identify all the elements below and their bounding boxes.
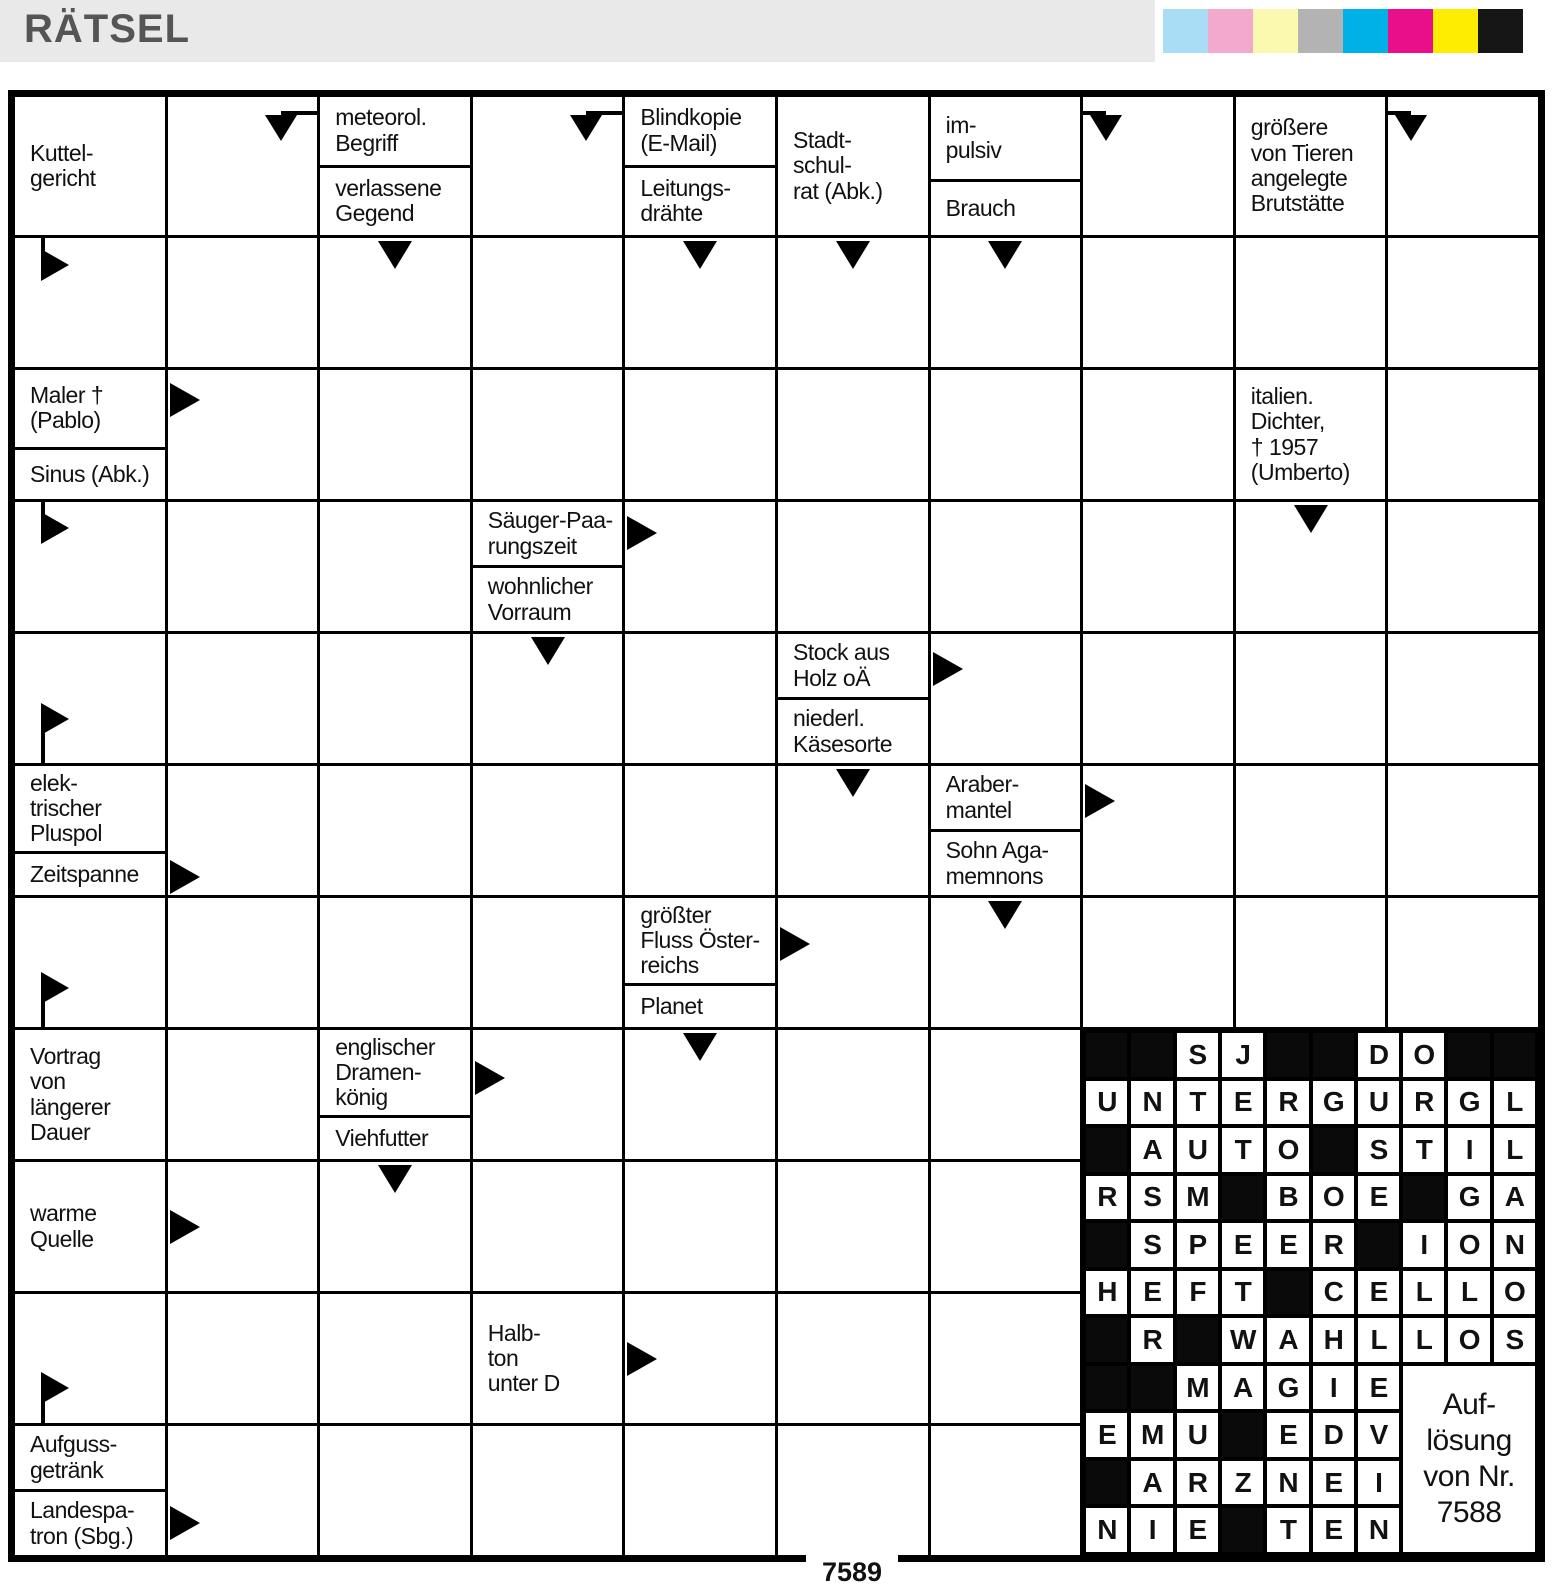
solution-letter-cell: A — [1222, 1366, 1263, 1410]
clue-text: Viehfutter — [320, 1115, 470, 1159]
bent-arrow-icon — [15, 898, 165, 1027]
right-arrow-icon — [780, 927, 810, 961]
down-arrow-icon — [988, 241, 1022, 269]
solution-letter-cell: S — [1358, 1128, 1399, 1172]
clue-text: größere von Tieren angelegte Brutstätte — [1250, 114, 1354, 217]
answer-cell — [1388, 238, 1538, 367]
clue-cell — [320, 97, 470, 235]
clue-cell — [931, 766, 1081, 895]
solution-letter-cell: R — [1131, 1318, 1172, 1362]
clue-cell — [15, 1426, 165, 1555]
answer-cell — [625, 238, 775, 367]
solution-letter-cell: B — [1267, 1176, 1308, 1220]
answer-cell — [473, 766, 623, 895]
clue-text: Stadt- schul- rat (Abk.) — [793, 127, 883, 204]
solution-letter-cell: L — [1403, 1318, 1444, 1362]
answer-cell — [778, 1294, 928, 1423]
solution-black-cell — [1086, 1223, 1127, 1267]
solution-black-cell — [1403, 1176, 1444, 1220]
solution-black-cell — [1086, 1461, 1127, 1505]
down-arrow-icon — [988, 901, 1022, 929]
clue-text: Blindkopie (E-Mail) — [640, 104, 742, 156]
clue-cell — [625, 898, 775, 1027]
solution-letter-cell: S — [1177, 1033, 1218, 1077]
color-swatch — [1298, 9, 1343, 53]
answer-cell — [1083, 634, 1233, 763]
answer-cell — [320, 1426, 470, 1555]
solution-letter-cell: E — [1358, 1176, 1399, 1220]
answer-cell — [625, 634, 775, 763]
solution-letter-cell: A — [1131, 1461, 1172, 1505]
clue-cell — [931, 97, 1081, 235]
solution-black-cell — [1177, 1318, 1218, 1362]
color-swatch — [1253, 9, 1298, 53]
color-swatch — [1433, 9, 1478, 53]
clue-text: meteorol. Begriff — [335, 104, 427, 156]
answer-cell — [320, 898, 470, 1027]
clue-cell — [15, 1030, 165, 1159]
solution-letter-cell: O — [1448, 1318, 1489, 1362]
solution-letter-cell: L — [1403, 1271, 1444, 1315]
clue-text: englischer Dramen- könig — [335, 1033, 436, 1111]
right-arrow-icon — [933, 652, 963, 686]
clue-text: italien. Dichter, † 1957 (Umberto) — [1250, 382, 1350, 485]
solution-letter-cell: L — [1494, 1081, 1535, 1125]
answer-cell — [168, 634, 318, 763]
solution-letter-cell: I — [1403, 1223, 1444, 1267]
solution-letter-cell: I — [1448, 1128, 1489, 1172]
clue-cell — [15, 766, 165, 895]
answer-cell — [1388, 898, 1538, 1027]
clue-text: wohnlicher Vorraum — [473, 565, 623, 631]
answer-cell — [473, 370, 623, 499]
clue-cell — [473, 502, 623, 631]
right-arrow-icon — [627, 1342, 657, 1376]
clue-text: Halb- ton unter D — [487, 1319, 560, 1397]
answer-cell — [625, 370, 775, 499]
solution-letter-cell: E — [1222, 1081, 1263, 1125]
clue-text: Landespa- tron (Sbg.) — [15, 1489, 165, 1555]
answer-cell — [931, 1426, 1081, 1555]
clue-cell — [320, 1030, 470, 1159]
clue-text: Leitungs- drähte — [625, 165, 775, 236]
puzzle-number — [806, 1548, 898, 1588]
down-arrow-icon — [531, 637, 565, 665]
solution-letter-cell: T — [1267, 1508, 1308, 1552]
answer-cell — [320, 766, 470, 895]
solution-letter-cell: I — [1358, 1461, 1399, 1505]
solution-letter-cell: M — [1131, 1413, 1172, 1457]
answer-cell — [778, 1030, 928, 1159]
bent-arrow-icon — [473, 97, 623, 235]
answer-cell — [320, 1162, 470, 1291]
right-arrow-icon — [170, 1210, 200, 1244]
answer-cell — [168, 238, 318, 367]
solution-letter-cell: A — [1131, 1128, 1172, 1172]
answer-cell — [168, 1426, 318, 1555]
solution-letter-cell: I — [1313, 1366, 1354, 1410]
solution-letter-cell: O — [1267, 1128, 1308, 1172]
solution-letter-cell: N — [1131, 1081, 1172, 1125]
down-arrow-icon — [683, 241, 717, 269]
clue-text: Aufguss- getränk — [30, 1431, 117, 1483]
answer-cell — [1083, 766, 1233, 895]
puzzle-number-text: 7589 — [821, 1557, 883, 1587]
color-swatch — [1478, 9, 1523, 53]
answer-cell — [1236, 238, 1386, 367]
solution-black-cell — [1086, 1318, 1127, 1362]
clue-text: Vortrag von längerer Dauer — [30, 1042, 111, 1145]
bent-arrow-icon — [15, 502, 165, 631]
solution-letter-cell: R — [1177, 1461, 1218, 1505]
solution-letter-cell: R — [1086, 1176, 1127, 1220]
answer-cell — [625, 766, 775, 895]
clue-cell — [15, 1162, 165, 1291]
answer-cell — [320, 634, 470, 763]
solution-black-cell — [1222, 1176, 1263, 1220]
solution-black-cell — [1313, 1128, 1354, 1172]
solution-letter-cell: O — [1403, 1033, 1444, 1077]
solution-letter-cell: C — [1313, 1271, 1354, 1315]
solution-black-cell — [1448, 1033, 1489, 1077]
solution-letter-cell: I — [1131, 1508, 1172, 1552]
answer-cell — [168, 1030, 318, 1159]
clue-text: verlassene Gegend — [320, 165, 470, 236]
answer-cell — [473, 1162, 623, 1291]
answer-cell — [168, 898, 318, 1027]
solution-letter-cell: R — [1403, 1081, 1444, 1125]
answer-cell — [1236, 634, 1386, 763]
solution-letter-cell: T — [1222, 1128, 1263, 1172]
answer-cell — [778, 502, 928, 631]
solution-letter-cell: G — [1267, 1366, 1308, 1410]
clue-text: Araber- mantel — [945, 771, 1019, 823]
clue-cell — [1236, 370, 1386, 499]
solution-letter-cell: T — [1222, 1271, 1263, 1315]
solution-letter-cell: M — [1177, 1366, 1218, 1410]
answer-cell — [625, 1426, 775, 1555]
answer-cell — [1083, 502, 1233, 631]
answer-cell — [778, 766, 928, 895]
answer-cell — [473, 898, 623, 1027]
answer-cell — [778, 238, 928, 367]
solution-letter-cell: E — [1222, 1223, 1263, 1267]
answer-cell — [931, 238, 1081, 367]
answer-cell — [320, 502, 470, 631]
answer-cell — [1236, 502, 1386, 631]
answer-cell — [320, 238, 470, 367]
solution-letter-cell: U — [1177, 1413, 1218, 1457]
color-swatch — [1163, 9, 1208, 53]
solution-letter-cell: N — [1086, 1508, 1127, 1552]
solution-letter-cell: E — [1313, 1461, 1354, 1505]
solution-letter-cell: V — [1358, 1413, 1399, 1457]
print-color-bar — [1155, 0, 1568, 62]
crossword-grid — [8, 90, 1545, 1562]
clue-cell — [15, 97, 165, 235]
solution-letter-cell: U — [1177, 1128, 1218, 1172]
clue-text: Säuger-Paa- rungszeit — [487, 507, 613, 559]
solution-letter-cell: U — [1086, 1081, 1127, 1125]
solution-letter-cell: W — [1222, 1318, 1263, 1362]
clue-cell — [778, 634, 928, 763]
answer-cell — [778, 1162, 928, 1291]
answer-cell — [1388, 502, 1538, 631]
answer-cell — [168, 502, 318, 631]
clue-text: elek- trischer Pluspol — [30, 769, 102, 847]
bent-arrow-icon — [1083, 97, 1233, 235]
solution-letter-cell: A — [1494, 1176, 1535, 1220]
right-arrow-icon — [170, 1506, 200, 1540]
solution-letter-cell: O — [1494, 1271, 1535, 1315]
page-header — [0, 0, 1568, 62]
solution-grid — [1083, 1030, 1538, 1555]
answer-cell — [1083, 238, 1233, 367]
solution-black-cell — [1086, 1033, 1127, 1077]
answer-cell — [473, 97, 623, 235]
solution-letter-cell: O — [1313, 1176, 1354, 1220]
solution-letter-cell: G — [1313, 1081, 1354, 1125]
down-arrow-icon — [378, 1165, 412, 1193]
clue-cell — [1236, 97, 1386, 235]
solution-letter-cell: E — [1358, 1366, 1399, 1410]
answer-cell — [625, 1162, 775, 1291]
solution-letter-cell: E — [1267, 1223, 1308, 1267]
down-arrow-icon — [836, 769, 870, 797]
solution-letter-cell: E — [1177, 1508, 1218, 1552]
solution-letter-cell: T — [1403, 1128, 1444, 1172]
answer-cell — [1236, 766, 1386, 895]
solution-letter-cell: S — [1494, 1318, 1535, 1362]
clue-text: Sinus (Abk.) — [15, 447, 165, 499]
clue-text: Brauch — [931, 179, 1081, 235]
answer-cell — [15, 502, 165, 631]
answer-cell — [931, 1294, 1081, 1423]
solution-black-cell — [1131, 1033, 1172, 1077]
answer-cell — [778, 370, 928, 499]
clue-text: Maler † (Pablo) — [30, 381, 104, 434]
solution-letter-cell: O — [1448, 1223, 1489, 1267]
solution-letter-cell: N — [1358, 1508, 1399, 1552]
solution-letter-cell: L — [1358, 1318, 1399, 1362]
solution-black-cell — [1222, 1413, 1263, 1457]
answer-cell — [1236, 898, 1386, 1027]
bent-arrow-icon — [168, 97, 318, 235]
answer-cell — [778, 1426, 928, 1555]
clue-text: Stock aus Holz oÄ — [793, 639, 890, 691]
solution-letter-cell: E — [1086, 1413, 1127, 1457]
answer-cell — [473, 634, 623, 763]
solution-letter-cell: L — [1494, 1128, 1535, 1172]
answer-cell — [625, 1030, 775, 1159]
solution-letter-cell: S — [1131, 1223, 1172, 1267]
answer-cell — [15, 238, 165, 367]
answer-cell — [473, 1426, 623, 1555]
answer-cell — [931, 370, 1081, 499]
solution-letter-cell: T — [1177, 1081, 1218, 1125]
answer-cell — [15, 1294, 165, 1423]
clue-cell — [15, 370, 165, 499]
bent-arrow-icon — [15, 1294, 165, 1423]
solution-black-cell — [1222, 1508, 1263, 1552]
solution-black-cell — [1086, 1128, 1127, 1172]
solution-letter-cell: G — [1448, 1176, 1489, 1220]
answer-cell — [168, 370, 318, 499]
answer-cell — [625, 502, 775, 631]
clue-text: Zeitspanne — [15, 851, 165, 895]
solution-label: Auf- lösung von Nr. 7588 — [1403, 1366, 1535, 1552]
right-arrow-icon — [475, 1061, 505, 1095]
answer-cell — [931, 1162, 1081, 1291]
page-title: RÄTSEL — [24, 7, 190, 51]
answer-cell — [1083, 898, 1233, 1027]
solution-letter-cell: D — [1313, 1413, 1354, 1457]
solution-letter-cell: E — [1267, 1413, 1308, 1457]
color-swatch — [1343, 9, 1388, 53]
clue-text: warme Quelle — [30, 1200, 97, 1252]
answer-cell — [931, 898, 1081, 1027]
clue-text: größter Fluss Öster- reichs — [640, 901, 760, 979]
down-arrow-icon — [683, 1033, 717, 1061]
bent-arrow-icon — [15, 634, 165, 763]
answer-cell — [473, 1030, 623, 1159]
solution-letter-cell: H — [1313, 1318, 1354, 1362]
solution-letter-cell: G — [1448, 1081, 1489, 1125]
solution-letter-cell: U — [1358, 1081, 1399, 1125]
solution-black-cell — [1494, 1033, 1535, 1077]
clue-cell — [625, 97, 775, 235]
solution-letter-cell: L — [1448, 1271, 1489, 1315]
clue-cell — [473, 1294, 623, 1423]
right-arrow-icon — [170, 383, 200, 417]
answer-cell — [473, 238, 623, 367]
solution-letter-cell: N — [1494, 1223, 1535, 1267]
solution-letter-cell: F — [1177, 1271, 1218, 1315]
solution-letter-cell: P — [1177, 1223, 1218, 1267]
solution-letter-cell: H — [1086, 1271, 1127, 1315]
solution-letter-cell: E — [1313, 1508, 1354, 1552]
solution-black-cell — [1358, 1223, 1399, 1267]
solution-letter-cell: J — [1222, 1033, 1263, 1077]
clue-text: Sohn Aga- memnons — [931, 829, 1081, 895]
answer-cell — [625, 1294, 775, 1423]
answer-cell — [15, 898, 165, 1027]
answer-cell — [1388, 766, 1538, 895]
answer-cell — [778, 898, 928, 1027]
solution-letter-cell: E — [1131, 1271, 1172, 1315]
answer-cell — [168, 1294, 318, 1423]
solution-letter-cell: E — [1358, 1271, 1399, 1315]
solution-letter-cell: A — [1267, 1318, 1308, 1362]
answer-cell — [320, 370, 470, 499]
solution-letter-cell: S — [1131, 1176, 1172, 1220]
down-arrow-icon — [1294, 505, 1328, 533]
answer-cell — [320, 1294, 470, 1423]
answer-cell — [931, 502, 1081, 631]
solution-letter-cell: N — [1267, 1461, 1308, 1505]
answer-cell — [1388, 370, 1538, 499]
clue-cell — [778, 97, 928, 235]
solution-letter-cell: Z — [1222, 1461, 1263, 1505]
answer-cell — [1388, 97, 1538, 235]
answer-cell — [1083, 97, 1233, 235]
clue-text: Kuttel- gericht — [30, 139, 96, 191]
down-arrow-icon — [378, 241, 412, 269]
solution-letter-cell: R — [1313, 1223, 1354, 1267]
clue-text: niederl. Käsesorte — [778, 697, 928, 763]
answer-cell — [168, 1162, 318, 1291]
color-swatch — [1208, 9, 1253, 53]
solution-letter-cell: M — [1177, 1176, 1218, 1220]
answer-cell — [931, 634, 1081, 763]
answer-cell — [15, 634, 165, 763]
bent-arrow-icon — [1388, 97, 1538, 235]
right-arrow-icon — [627, 516, 657, 550]
solution-black-cell — [1267, 1033, 1308, 1077]
clue-text: Planet — [625, 983, 775, 1027]
bent-arrow-icon — [15, 238, 165, 367]
answer-cell — [168, 97, 318, 235]
answer-cell — [931, 1030, 1081, 1159]
down-arrow-icon — [836, 241, 870, 269]
right-arrow-icon — [1085, 784, 1115, 818]
solution-letter-cell: D — [1358, 1033, 1399, 1077]
right-arrow-icon — [170, 860, 200, 894]
clue-text: im- pulsiv — [945, 111, 1002, 164]
answer-cell — [168, 766, 318, 895]
solution-black-cell — [1131, 1366, 1172, 1410]
answer-cell — [1083, 370, 1233, 499]
solution-black-cell — [1086, 1366, 1127, 1410]
color-swatch — [1388, 9, 1433, 53]
answer-cell — [1388, 634, 1538, 763]
solution-letter-cell: R — [1267, 1081, 1308, 1125]
solution-black-cell — [1267, 1271, 1308, 1315]
solution-black-cell — [1313, 1033, 1354, 1077]
